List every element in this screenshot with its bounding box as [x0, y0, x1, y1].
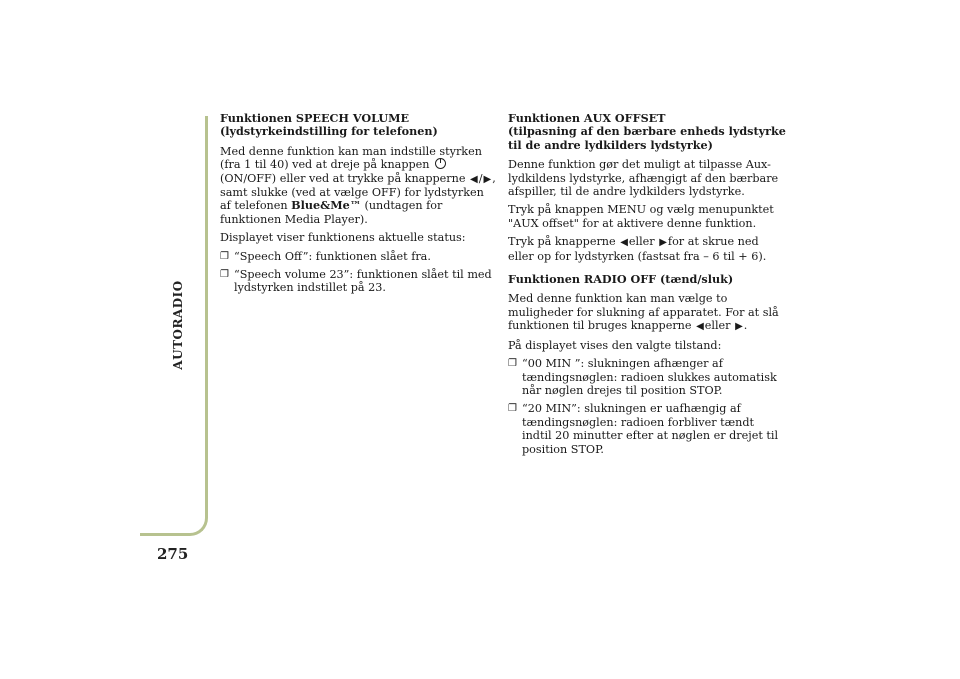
- left-triangle-icon: ◀: [620, 237, 628, 249]
- list-item: ❐ “20 MIN”: slukningen er uafhængig af tændingsnøglen: radioen forbliver tændt indtil 20 minutter efter at nøglen er drejet til position STOP.: [508, 402, 779, 456]
- power-knob-icon: [435, 158, 446, 169]
- radio-off-description: Med denne funktion kan man vælge to muligheder for slukning af apparatet. For at slå funktionen til bruges knapperne ◀eller ▶.: [508, 292, 779, 333]
- status-intro: Displayet viser funktionens aktuelle status:: [220, 231, 466, 245]
- checkbox-bullet-icon: ❐: [220, 269, 229, 281]
- list-item: ❐ “Speech Off”: funktionen slået fra.: [220, 249, 431, 263]
- radio-off-heading: Funktionen RADIO OFF (tænd/sluk): [508, 272, 734, 287]
- right-column: [508, 112, 786, 461]
- checkbox-bullet-icon: ❐: [508, 403, 517, 415]
- aux-offset-heading: Funktionen AUX OFFSET (tilpasning af den bærbare enheds lydstyrke til de andre lydkilders lydstyrke): [508, 111, 786, 152]
- speech-volume-description: Med denne funktion kan man indstille styrken (fra 1 til 40) ved at dreje på knappen (ON/OFF) eller ved at trykke på knapperne ◀/▶, samt slukke (ved at vælge OFF) for lydstyrken af telefonen Blue&Me™ (undtagen for funktionen Media Player).: [220, 144, 496, 226]
- checkbox-bullet-icon: ❐: [508, 358, 517, 370]
- radio-off-display-intro: På displayet vises den valgte tilstand:: [508, 338, 722, 352]
- left-triangle-icon: ◀: [470, 173, 478, 185]
- right-triangle-icon: ▶: [659, 237, 667, 249]
- right-triangle-icon: ▶: [483, 173, 492, 185]
- left-triangle-icon: ◀: [696, 321, 704, 333]
- right-triangle-icon: ▶: [735, 321, 743, 333]
- speech-volume-heading: Funktionen SPEECH VOLUME (lydstyrkeindstilling for telefonen): [220, 111, 438, 139]
- aux-offset-description: Denne funktion gør det muligt at tilpasse Aux-lydkildens lydstyrke, afhængigt af den bærbare afspiller, til de andre lydkilders lydstyrke.: [508, 158, 779, 199]
- page-number: 275: [157, 545, 189, 563]
- list-item: ❐ “Speech volume 23”: funktionen slået til med lydstyrken indstillet på 23.: [220, 268, 492, 295]
- aux-offset-volume-instruction: Tryk på knapperne ◀eller ▶for at skrue ned eller op for lydstyrken (fastsat fra – 6 til + 6).: [508, 235, 767, 263]
- aux-offset-menu-instruction: Tryk på knappen MENU og vælg menupunktet "AUX offset" for at aktivere denne funktion.: [508, 203, 774, 230]
- left-column: [220, 112, 498, 300]
- checkbox-bullet-icon: ❐: [220, 250, 229, 262]
- list-item: ❐ “00 MIN ”: slukningen afhænger af tændingsnøglen: radioen slukkes automatisk når nøglen drejes til position STOP.: [508, 357, 777, 397]
